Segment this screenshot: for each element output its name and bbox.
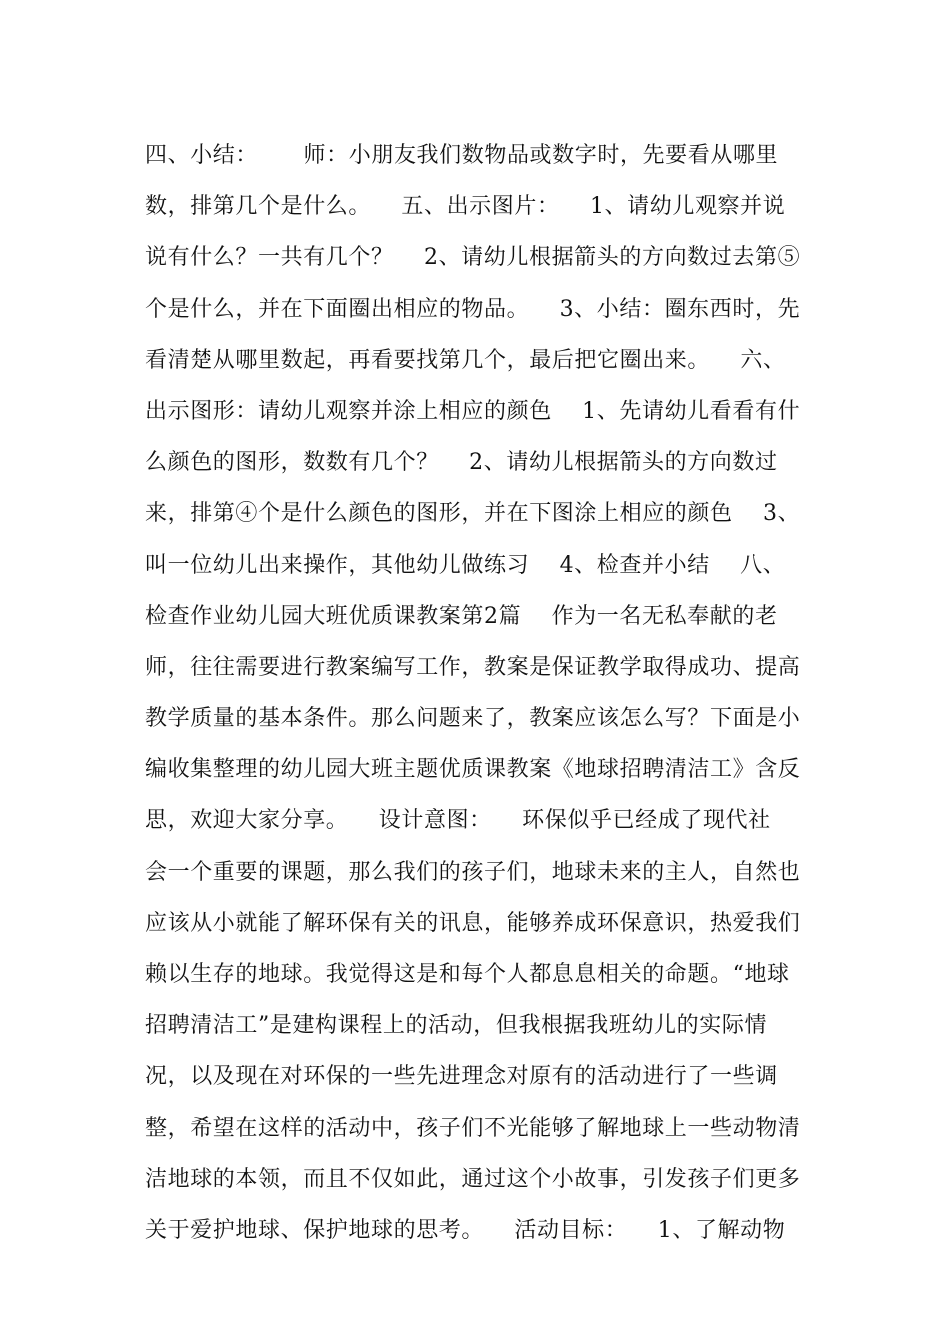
text-line: 师，往往需要进行教案编写工作，教案是保证教学取得成功、提高 <box>145 654 801 680</box>
text-line: 况，以及现在对环保的一些先进理念对原有的活动进行了一些调 <box>145 1064 778 1090</box>
text-line: 洁地球的本领，而且不仅如此，通过这个小故事，引发孩子们更多 <box>145 1166 801 1192</box>
text-line: 赖以生存的地球。我觉得这是和每个人都息息相关的命题。“地球 <box>145 962 790 987</box>
text-line: 叫一位幼儿出来操作，其他幼儿做练习 4、检查并小结 八、 <box>145 552 786 578</box>
text-line: 么颜色的图形，数数有几个？ 2、请幼儿根据箭头的方向数过 <box>145 450 778 476</box>
body-text <box>145 130 810 1256</box>
text-line: 来，排第④个是什么颜色的图形，并在下图涂上相应的颜色 3、 <box>145 501 801 527</box>
text-line: 招聘清洁工”是建构课程上的活动，但我根据我班幼儿的实际情 <box>145 1013 768 1039</box>
text-line: 会一个重要的课题，那么我们的孩子们，地球未来的主人，自然也 <box>145 859 801 885</box>
text-line: 出示图形：请幼儿观察并涂上相应的颜色 1、先请幼儿看看有什 <box>145 398 801 424</box>
text-line: 检查作业幼儿园大班优质课教案第2篇 作为一名无私奉献的老 <box>145 603 778 629</box>
text-line: 数，排第几个是什么。 五、出示图片： 1、请幼儿观察并说 <box>145 194 786 220</box>
text-line: 教学质量的基本条件。那么问题来了，教案应该怎么写？下面是小 <box>145 706 801 732</box>
text-line: 思，欢迎大家分享。 设计意图： 环保似乎已经成了现代社 <box>145 808 771 834</box>
text-line: 四、小结： 师：小朋友我们数物品或数字时，先要看从哪里 <box>145 143 779 168</box>
text-line: 说有什么？一共有几个？ 2、请幼儿根据箭头的方向数过去第⑤ <box>145 245 801 271</box>
text-line: 编收集整理的幼儿园大班主题优质课教案《地球招聘清洁工》含反 <box>145 757 801 783</box>
text-line: 关于爱护地球、保护地球的思考。 活动目标： 1、了解动物 <box>145 1217 786 1243</box>
text-line: 个是什么，并在下面圈出相应的物品。 3、小结：圈东西时，先 <box>145 296 801 322</box>
text-line: 整，希望在这样的活动中，孩子们不光能够了解地球上一些动物清 <box>145 1115 801 1141</box>
text-line: 应该从小就能了解环保有关的讯息，能够养成环保意识，热爱我们 <box>145 910 801 936</box>
text-line: 看清楚从哪里数起，再看要找第几个，最后把它圈出来。 六、 <box>145 347 786 373</box>
